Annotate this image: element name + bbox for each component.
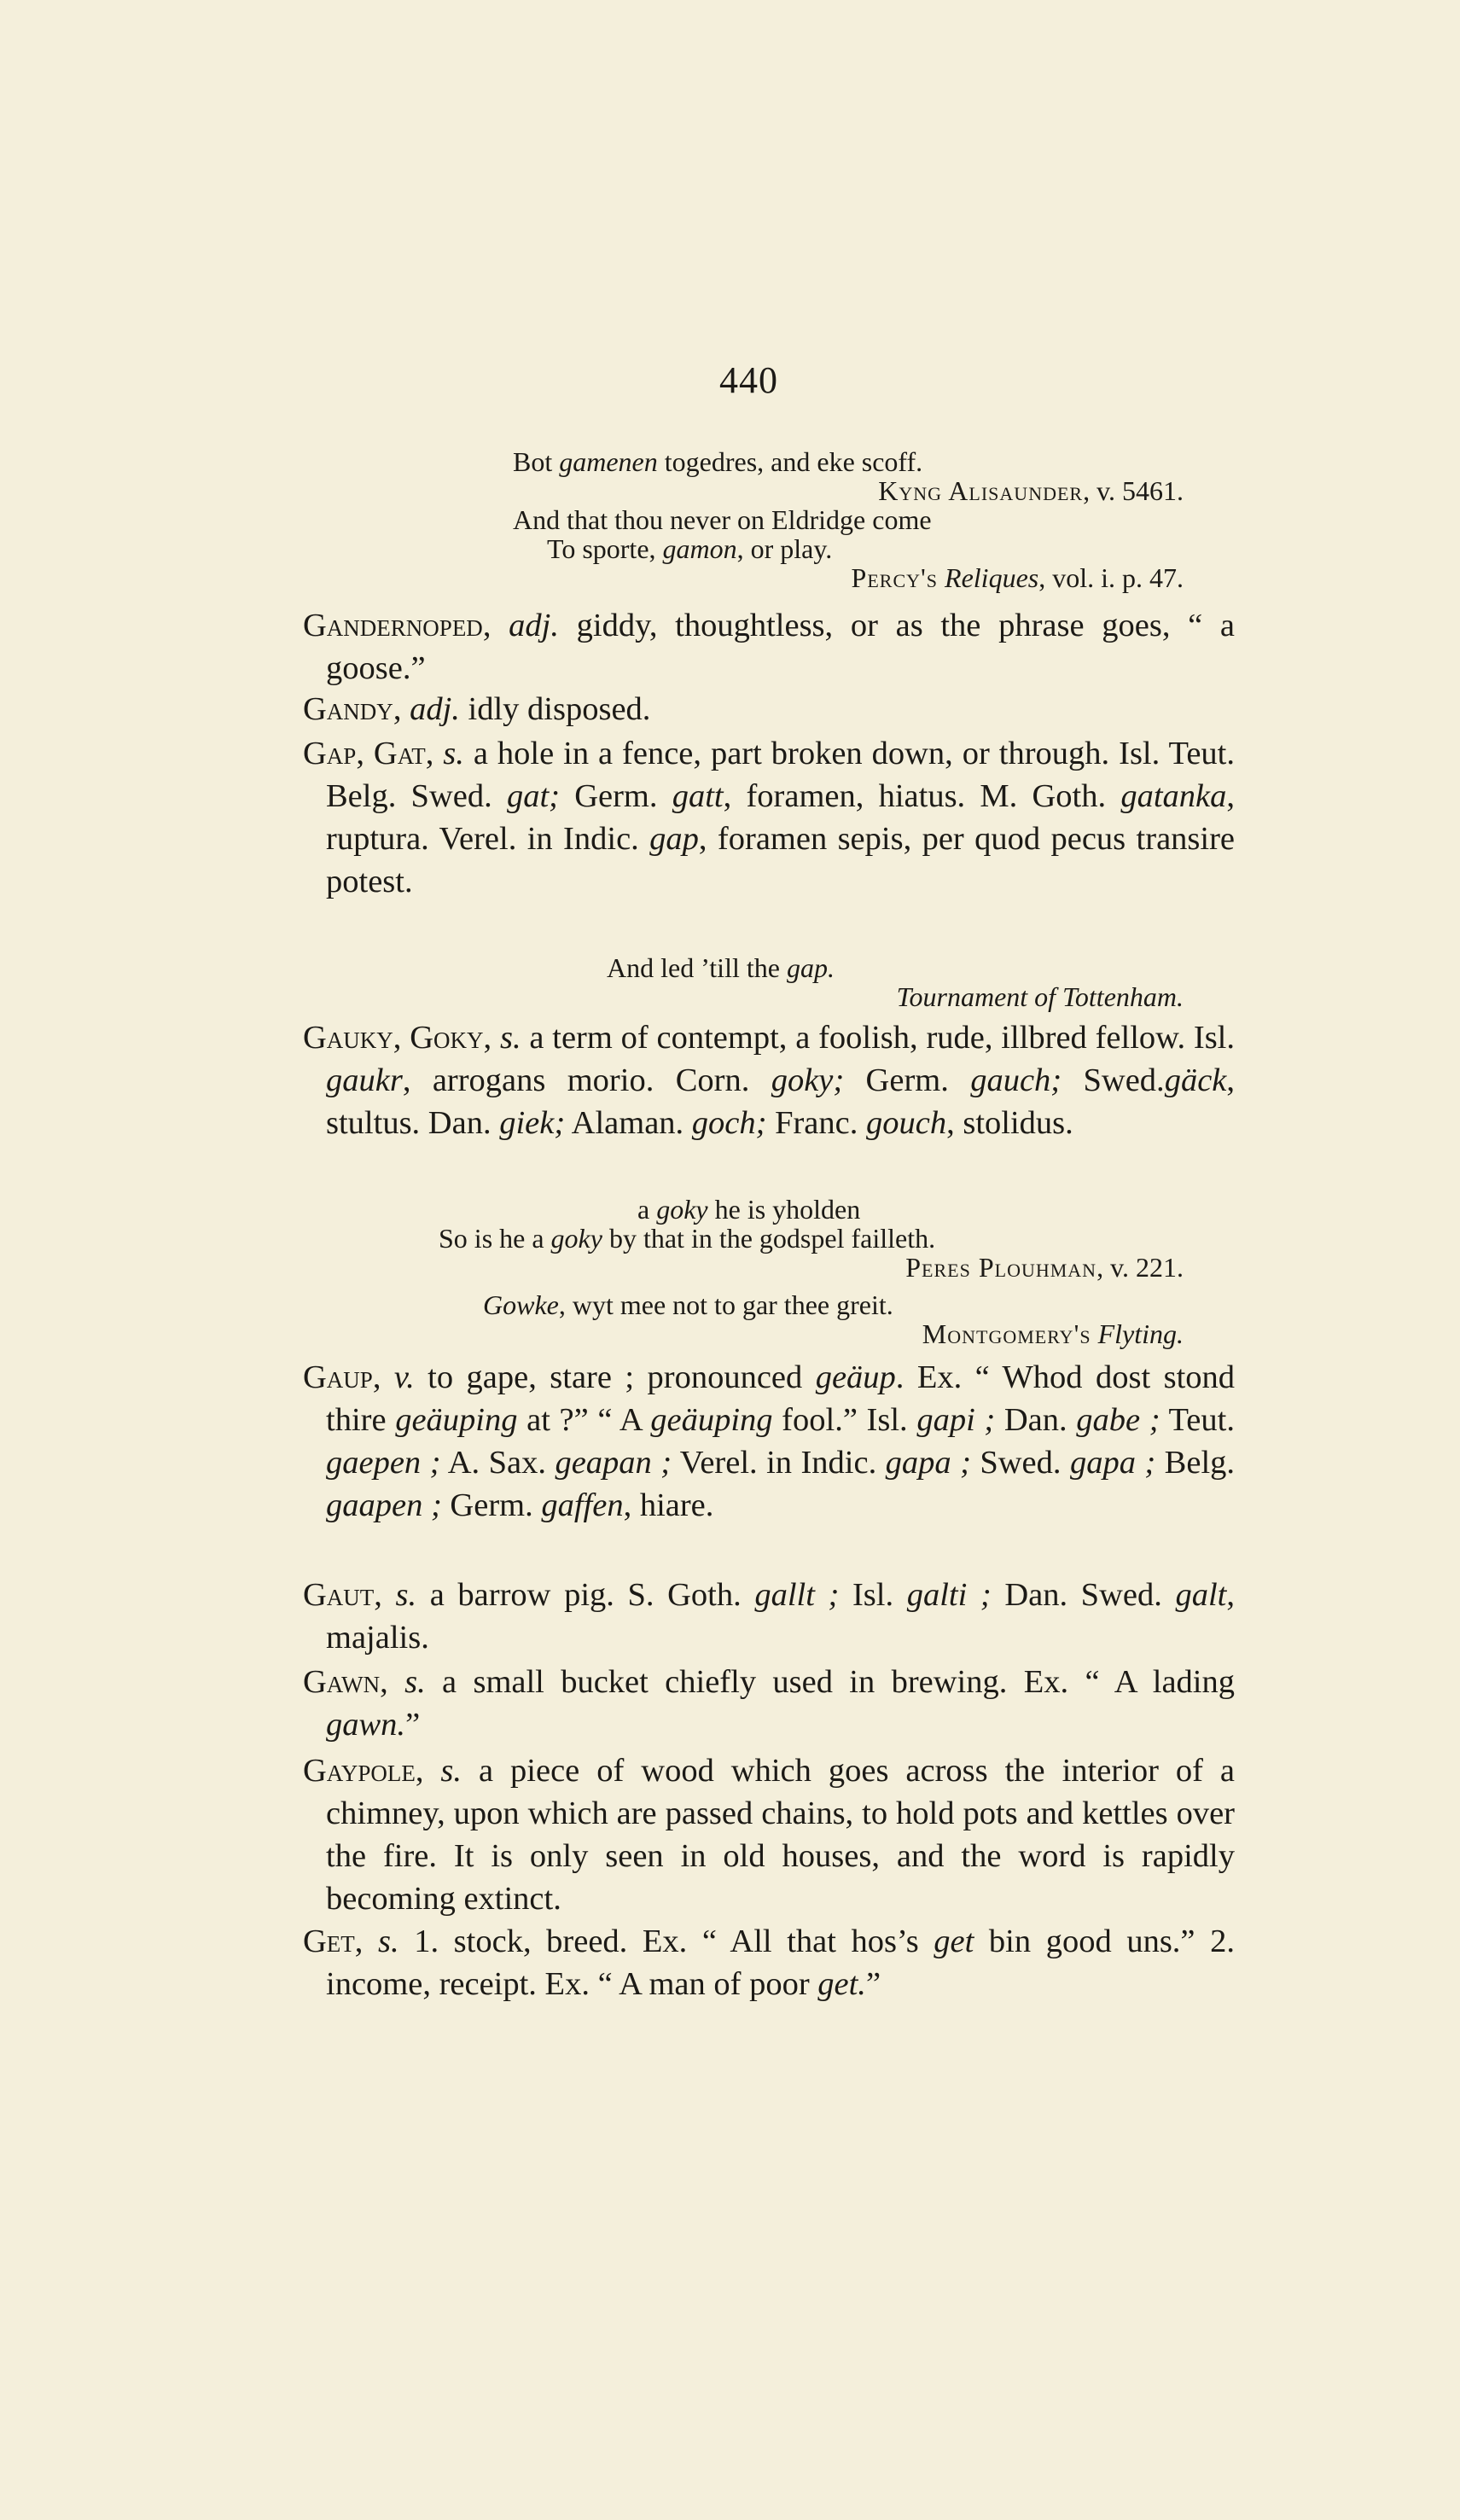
headword: Gawn, [303, 1664, 388, 1700]
italic-word: gäck [1164, 1062, 1227, 1098]
part-of-speech: s. [440, 1753, 462, 1789]
dictionary-entry [303, 1574, 1235, 1659]
citation-text: of [1027, 981, 1063, 1012]
quote-text: To sporte, [547, 533, 663, 564]
quote-italic: gamenen [559, 446, 658, 477]
italic-word: gapi ; [916, 1402, 996, 1438]
definition: , foramen sepis, per quod pecus transire potest. [326, 821, 1235, 899]
dictionary-entry: Gandernoped, adj. giddy, thoughtless, or as the phrase goes, “ a goose.” [303, 608, 1235, 686]
italic-word: gabe ; [1076, 1402, 1160, 1438]
definition: Isl. [839, 1577, 907, 1613]
quote-text: , or play. [736, 533, 833, 564]
italic-word: gapa ; [885, 1445, 971, 1481]
definition: at ?” “ A [517, 1402, 651, 1438]
definition: Germ. [560, 778, 672, 814]
quote-italic: goky [656, 1194, 708, 1225]
definition: Swed. [1062, 1062, 1165, 1098]
citation [768, 1253, 1184, 1282]
dictionary-entry [303, 732, 1235, 903]
definition: Teut. [1160, 1402, 1235, 1438]
headword: Gap, Gat, [303, 736, 434, 771]
italic-word: gat; [506, 778, 560, 814]
definition: a hole in a fence, part broken down, or through. Isl. Teut. Belg. Swed. [326, 736, 1235, 814]
quote-italic: gap. [786, 952, 835, 983]
quote-text: , wyt mee not to gar thee greit. [558, 1289, 893, 1320]
italic-word: giek; [499, 1105, 566, 1141]
italic-word: galti ; [906, 1577, 992, 1613]
quote-line [439, 1224, 935, 1253]
citation-ref: , v. 5461. [1083, 475, 1184, 506]
italic-word: get [934, 1923, 974, 1959]
quote-text: And led ’till the [607, 952, 787, 983]
dictionary-entry [303, 1920, 1235, 2005]
italic-word: gauch; [970, 1062, 1062, 1098]
italic-word: gaapen ; [326, 1487, 442, 1523]
quote-text: So is he a [439, 1223, 551, 1254]
headword: Gauky, Goky, [303, 1020, 492, 1056]
headword: Gandy [303, 691, 393, 727]
citation-author: Montgomery's [922, 1318, 1091, 1349]
definition: Dan. [995, 1402, 1077, 1438]
quote-line [513, 447, 922, 476]
definition: a small bucket chiefly used in brewing. Ex. “ A lading [425, 1664, 1235, 1700]
definition: , arrogans morio. Corn. [402, 1062, 771, 1098]
quote-italic: goky [550, 1223, 602, 1254]
part-of-speech: s. [378, 1923, 399, 1959]
page-number: 440 [719, 359, 778, 401]
quote-italic: Gowke [483, 1289, 559, 1320]
dictionary-entry [303, 1749, 1235, 1920]
quote-line [547, 534, 832, 563]
part-of-speech: s. [443, 736, 464, 771]
italic-word: gaepen ; [326, 1445, 441, 1481]
part-of-speech: adj. [509, 608, 559, 643]
definition: 1. stock, breed. Ex. “ All that hos’s [398, 1923, 934, 1959]
definition: ” [405, 1707, 421, 1743]
definition: to gape, stare ; pronounced [414, 1359, 816, 1395]
headword: Gandernoped [303, 608, 483, 643]
italic-word: galt [1175, 1577, 1227, 1613]
definition: idly disposed. [459, 691, 651, 727]
citation-place: Tottenham. [1062, 981, 1184, 1012]
part-of-speech: s. [499, 1020, 521, 1056]
italic-word: geäup [815, 1359, 896, 1395]
citation-work: Reliques [945, 562, 1039, 593]
dictionary-entry [303, 1016, 1235, 1144]
definition: , stultus. Dan. [326, 1062, 1235, 1141]
definition: giddy, thoughtless, or as the phrase goes, “ a goose.” [326, 608, 1235, 686]
citation [725, 563, 1184, 592]
citation-ref: , v. 221. [1096, 1252, 1184, 1283]
quote-text: a [637, 1194, 657, 1225]
definition: fool.” Isl. [772, 1402, 917, 1438]
definition: a term of contempt, a foolish, rude, illbred fellow. Isl. [521, 1020, 1235, 1056]
quote-text: he is yholden [707, 1194, 861, 1225]
definition: , hiare. [623, 1487, 714, 1523]
part-of-speech: v. [393, 1359, 415, 1395]
italic-word: geäuping [395, 1402, 518, 1438]
italic-word: gallt ; [754, 1577, 840, 1613]
headword: Get, [303, 1923, 364, 1959]
italic-word: gawn. [326, 1707, 406, 1743]
citation-ref: , vol. i. p. 47. [1038, 562, 1184, 593]
definition: a piece of wood which goes across the interior of a chimney, upon which are passed chains, to hold pots and kettles over the fire. It is only seen in old houses, and the word is rapidly becoming extinct. [326, 1753, 1235, 1917]
part-of-speech: s. [404, 1664, 426, 1700]
definition: , foramen, hiatus. M. Goth. [723, 778, 1121, 814]
definition: Verel. in Indic. [672, 1445, 886, 1481]
citation-author: Percy's [851, 562, 939, 593]
part-of-speech: adj. [410, 691, 460, 727]
italic-word: gatt [672, 778, 724, 814]
quote-text: by that in the godspel failleth. [602, 1223, 936, 1254]
definition: Germ. [844, 1062, 971, 1098]
italic-word: gouch [866, 1105, 947, 1141]
definition: , ruptura. Verel. in Indic. [326, 778, 1235, 857]
italic-word: geapan ; [555, 1445, 672, 1481]
definition: , stolidus. [946, 1105, 1073, 1141]
definition: Alaman. [565, 1105, 692, 1141]
citation-title: Peres Plouhman [905, 1252, 1097, 1283]
citation-title: Kyng Alisaunder [878, 475, 1084, 506]
definition: ” [865, 1966, 881, 2002]
italic-word: get. [817, 1966, 866, 2002]
citation [768, 476, 1184, 505]
quote-line [483, 1290, 893, 1319]
italic-word: goky; [771, 1062, 845, 1098]
quote-line [637, 1195, 860, 1224]
citation-work: Flyting. [1097, 1318, 1184, 1349]
quote-italic: gamon [662, 533, 737, 564]
definition: a barrow pig. S. Goth. [416, 1577, 755, 1613]
dictionary-entry [303, 1356, 1235, 1527]
definition: Belg. [1155, 1445, 1236, 1481]
quote-text: Bot [513, 446, 560, 477]
definition: bin good uns.” 2. income, receipt. Ex. “ A man of poor [326, 1923, 1235, 2002]
definition: Swed. [970, 1445, 1070, 1481]
definition: , majalis. [326, 1577, 1235, 1656]
italic-word: gatanka [1120, 778, 1227, 814]
citation [768, 1319, 1184, 1348]
italic-word: geäuping [650, 1402, 773, 1438]
quote-line [607, 953, 835, 982]
italic-word: gap [649, 821, 699, 857]
headword: Gaup, [303, 1359, 381, 1395]
definition: A. Sax. [440, 1445, 555, 1481]
italic-word: gapa ; [1069, 1445, 1156, 1481]
definition: Franc. [766, 1105, 866, 1141]
headword: Gaut, [303, 1577, 382, 1613]
definition: Dan. Swed. [991, 1577, 1176, 1613]
citation-title: Tournament [896, 981, 1028, 1012]
definition: Germ. [441, 1487, 542, 1523]
italic-word: gaukr [326, 1062, 403, 1098]
dictionary-entry: Gandy, adj. idly disposed. [303, 691, 651, 727]
citation [811, 982, 1184, 1011]
quote-line: And that thou never on Eldridge come [513, 504, 932, 535]
definition: . Ex. “ Whod dost stond thire [326, 1359, 1236, 1438]
part-of-speech: s. [395, 1577, 417, 1613]
italic-word: gaffen [541, 1487, 624, 1523]
dictionary-entry [303, 1661, 1235, 1746]
italic-word: goch; [691, 1105, 767, 1141]
quote-text: togedres, and eke scoff. [657, 446, 923, 477]
headword: Gaypole, [303, 1753, 424, 1789]
